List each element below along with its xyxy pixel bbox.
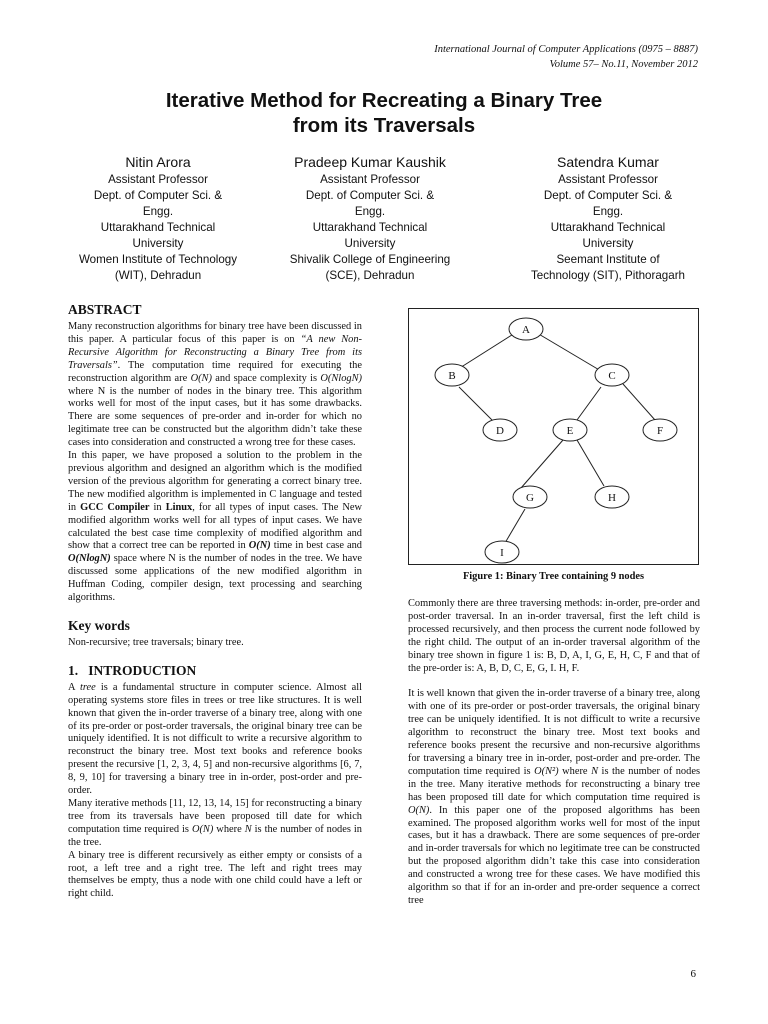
node-label: G <box>526 492 534 504</box>
node-label: I <box>500 547 504 559</box>
edge-a-b <box>455 333 515 371</box>
introduction-heading: 1. INTRODUCTION <box>68 662 197 678</box>
figure-caption: Figure 1: Binary Tree containing 9 nodes <box>462 571 645 582</box>
author-line: Engg. <box>592 205 624 218</box>
journal-name: International Journal of Computer Applications (0975 – 8887) <box>434 44 698 55</box>
author-line: Women Institute of Technology <box>78 253 238 266</box>
author-line: University <box>344 237 396 250</box>
page-number: 6 <box>690 968 696 980</box>
author-line: (SCE), Dehradun <box>325 269 415 282</box>
intro-paragraph-1: A tree is a fundamental structure in computer science. Almost all operating systems store files in trees or tree like structures. It is well known that given the in-order traverse of a binary tree, along with one of its pre-order or post-order traversals, the original binary tree can be uniquely identified. It is not difficult to write a recursive algorithm to reconstruct the binary tree. Most text books and reference books present the recursive [1, 2, 3, 4, 5] and non-recursive algorithms [6, 7, 8, 9, 10] for traversing a binary tree in in-order, post-order and pre-order. <box>68 681 363 797</box>
left-column <box>68 302 362 901</box>
author-line: Shivalik College of Engineering <box>289 253 451 266</box>
author-line: Assistant Professor <box>558 173 658 186</box>
author-line: University <box>132 237 184 250</box>
author-line: Assistant Professor <box>108 173 208 186</box>
intro-paragraph-3: A binary tree is different recursively as either empty or consists of a root, a left tree and a right tree. The left and right trees may themselves be empty, thus a node with one child could have a left or right child. <box>68 849 362 900</box>
journal-volume: Volume 57– No.11, November 2012 <box>549 59 698 70</box>
keywords-heading: Key words <box>68 617 130 633</box>
author-line: Uttarakhand Technical <box>100 221 216 234</box>
abstract-paragraph-2: In this paper, we have proposed a solution to the problem in the previous algorithm and designed an algorithm which is the modified version of the previous algorithm for generating a correct binary tree. The new modified algorithm is implemented in C language and tested in GCC Compiler in Linux, for all types of input cases. The New modified algorithm works well for all types of input cases. We have calculated the best case time complexity of modified algorithm and show that a correct tree can be reported in O(N) time in best case and O(NlogN) space where N is the number of nodes in the tree. We have discussed some applications of the new modified algorithm in Huffman Coding, compiler design, text processing and searching algorithms. <box>68 450 362 604</box>
node-label: B <box>448 370 456 382</box>
paper-title <box>0 88 768 138</box>
edge-e-h <box>577 440 604 486</box>
author-line: Dept. of Computer Sci. & <box>93 189 223 202</box>
author-line: Uttarakhand Technical <box>312 221 428 234</box>
author-block-1 <box>38 153 278 284</box>
right-paragraph-1: Commonly there are three traversing methods: in-order, pre-order and post-order traversal. In an in-order traversal, first the left child is processed recursively, and then process the current node followed by the right child. The output of an in-order traversal algorithm of the binary tree shown in figure 1 is: B, D, A, I, G, E, H, C, F and that of the pre-order is: A, B, D, C, E, G, I. H, F. <box>408 598 700 674</box>
figure-1-frame <box>408 308 699 565</box>
author-line: Dept. of Computer Sci. & <box>305 189 435 202</box>
edge-c-e <box>577 387 601 420</box>
edge-b-d <box>459 387 493 421</box>
node-label: F <box>656 425 664 437</box>
intro-paragraph-2: Many iterative methods [11, 12, 13, 14, 15] for reconstructing a binary tree from its traversals have been proposed till date for which computation time required is O(N) where N is the number of nodes in the tree. <box>68 798 362 848</box>
author-name: Satendra Kumar <box>557 154 659 170</box>
edge-c-f <box>623 384 655 420</box>
author-block-2 <box>250 153 490 284</box>
binary-tree-diagram <box>409 309 698 564</box>
author-line: (WIT), Dehradun <box>114 269 202 282</box>
author-line: Assistant Professor <box>320 173 420 186</box>
edge-e-g <box>521 440 563 488</box>
author-line: University <box>582 237 634 250</box>
abstract-heading: ABSTRACT <box>68 302 142 317</box>
node-label: A <box>522 324 530 336</box>
author-name: Pradeep Kumar Kaushik <box>294 154 446 170</box>
abstract-paragraph-1: Many reconstruction algorithms for binary tree have been discussed in this paper. A particular focus of this paper is on “A new Non-Recursive Algorithm for Reconstructing a Binary Tree from its Traversals”. The computation time required for executing the reconstruction algorithm are O(N) and space complexity is O(NlogN) where N is the number of nodes in the binary tree. This algorithm works well for most of the input cases, but it has some drawbacks. There are some sequences of pre-order and in-order for which no legitimate tree can be constructed but the algorithm didn’t take these cases into consideration and constructed a wrong tree for these cases. <box>68 321 362 449</box>
edge-g-i <box>505 509 525 543</box>
journal-header <box>434 42 698 72</box>
author-line: Seemant Institute of <box>556 253 660 266</box>
keywords-text: Non-recursive; tree traversals; binary tree. <box>68 636 244 648</box>
title-line-2: from its Traversals <box>292 114 476 137</box>
right-column <box>408 598 700 908</box>
edge-a-c <box>537 333 601 371</box>
author-line: Uttarakhand Technical <box>550 221 666 234</box>
author-line: Technology (SIT), Pithoragarh <box>530 269 685 282</box>
node-label: C <box>608 370 616 382</box>
author-name: Nitin Arora <box>125 154 191 170</box>
author-block-3 <box>488 153 728 284</box>
right-paragraph-2: It is well known that given the in-order traverse of a binary tree, along with one of its pre-order or post-order traversals, the original binary tree can be uniquely identified. It is not difficult to write a recursive algorithm to reconstruct the binary tree. Most text books and reference books present the recursive and non-recursive algorithms for traversing a binary tree in in-order, post-order and pre-order. The computation time required is O(N²) where N is the number of nodes in the tree. Many iterative methods for reconstructing a binary tree has been proposed till date for which computation time required is O(N). In this paper one of the proposed algorithms has been examined. The proposed algorithm works well for most of the input cases, but it has a drawback. There are some sequences of pre-order and in-order traversals for which no legitimate tree can be constructed but the proposed algorithm didn’t take this case into consideration and constructed a wrong tree for these cases. We have modified this algorithm so that if for an in-order and pre-order sequence a correct tree <box>408 688 700 906</box>
author-line: Dept. of Computer Sci. & <box>543 189 673 202</box>
node-label: E <box>566 425 574 437</box>
title-line-1: Iterative Method for Recreating a Binary Tree <box>165 89 603 112</box>
author-line: Engg. <box>142 205 174 218</box>
node-label: D <box>496 425 504 437</box>
node-label: H <box>608 492 616 504</box>
author-line: Engg. <box>354 205 386 218</box>
